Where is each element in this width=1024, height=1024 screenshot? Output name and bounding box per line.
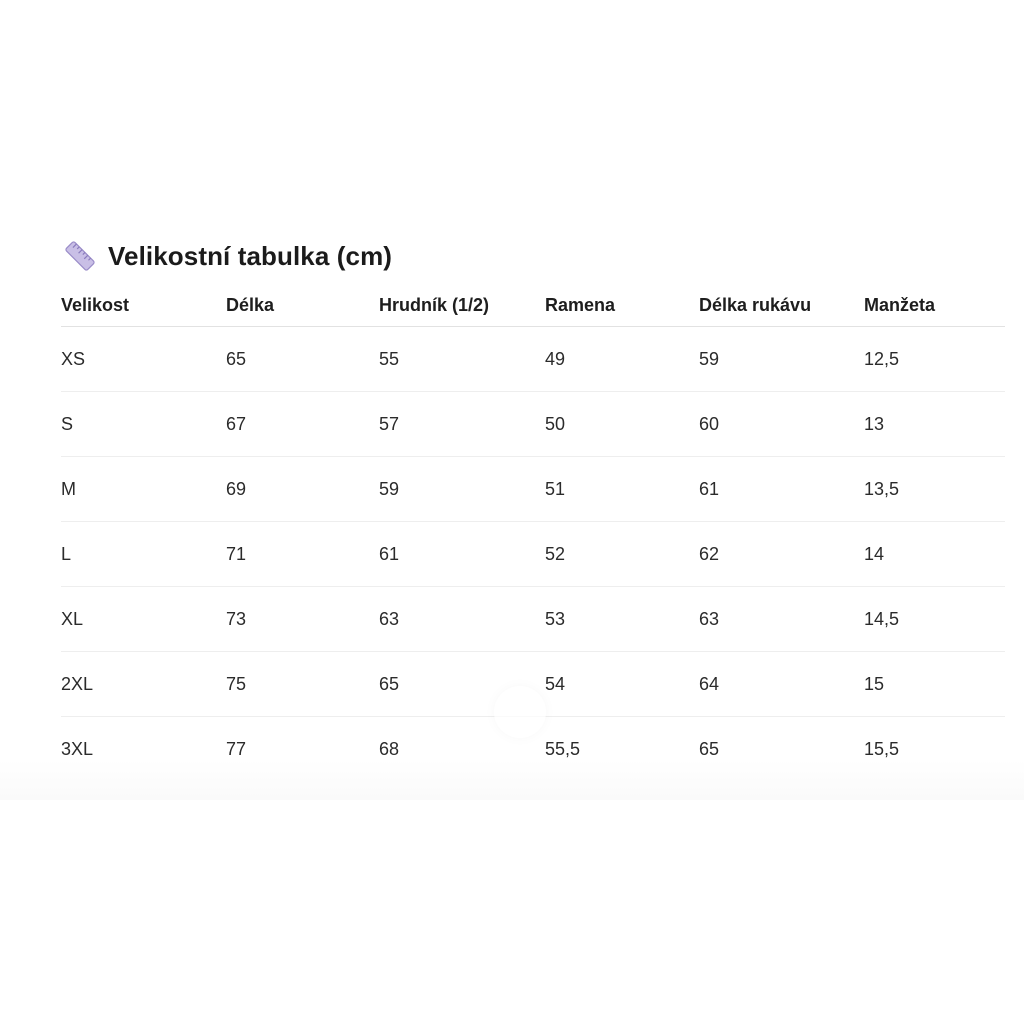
header-size: Velikost — [61, 295, 130, 315]
cell-cuff: 14,5 — [864, 609, 900, 629]
cell-cuff: 13 — [864, 414, 885, 434]
cell-cuff: 15,5 — [864, 739, 900, 759]
cell-cuff: 13,5 — [864, 479, 900, 499]
cell-length: 67 — [226, 414, 247, 434]
header-cuff: Manžeta — [864, 295, 936, 315]
cell-length: 77 — [226, 739, 247, 759]
cell-chest: 57 — [379, 414, 400, 434]
cell-length: 75 — [226, 674, 247, 694]
table-row — [61, 522, 1005, 587]
cell-shoulders: 51 — [545, 479, 566, 499]
cell-cuff: 15 — [864, 674, 885, 694]
cell-size: L — [61, 544, 72, 564]
cell-shoulders: 53 — [545, 609, 566, 629]
cell-size: 3XL — [61, 739, 94, 759]
cell-chest: 65 — [379, 674, 400, 694]
cell-size: S — [61, 414, 74, 434]
cell-size: XS — [61, 349, 86, 369]
cell-sleeve-length: 61 — [699, 479, 720, 499]
cell-shoulders: 55,5 — [545, 739, 581, 759]
ruler-icon — [62, 238, 98, 274]
cell-size: XL — [61, 609, 84, 629]
faint-overlay-circle — [494, 686, 546, 738]
table-row — [61, 587, 1005, 652]
cell-sleeve-length: 60 — [699, 414, 720, 434]
cell-chest: 61 — [379, 544, 400, 564]
table-row — [61, 327, 1005, 392]
page-title: Velikostní tabulka (cm) — [108, 240, 393, 271]
cell-chest: 59 — [379, 479, 400, 499]
cell-cuff: 12,5 — [864, 349, 900, 369]
cell-chest: 63 — [379, 609, 400, 629]
cell-sleeve-length: 62 — [699, 544, 720, 564]
cell-size: M — [61, 479, 76, 499]
cell-length: 73 — [226, 609, 247, 629]
cell-shoulders: 54 — [545, 674, 566, 694]
header-shoulders: Ramena — [545, 295, 616, 315]
title-row — [62, 236, 392, 276]
cell-size: 2XL — [61, 674, 94, 694]
header-chest: Hrudník (1/2) — [379, 295, 490, 315]
cell-shoulders: 50 — [545, 414, 566, 434]
cell-sleeve-length: 65 — [699, 739, 720, 759]
cell-length: 65 — [226, 349, 247, 369]
table-row — [61, 457, 1005, 522]
cell-sleeve-length: 63 — [699, 609, 720, 629]
table-row — [61, 392, 1005, 457]
cell-chest: 55 — [379, 349, 400, 369]
table-header-row — [61, 284, 1005, 327]
cell-chest: 68 — [379, 739, 400, 759]
cell-length: 69 — [226, 479, 247, 499]
cell-sleeve-length: 59 — [699, 349, 720, 369]
header-length: Délka — [226, 295, 275, 315]
cell-sleeve-length: 64 — [699, 674, 720, 694]
cell-shoulders: 52 — [545, 544, 566, 564]
cell-cuff: 14 — [864, 544, 885, 564]
cell-length: 71 — [226, 544, 247, 564]
cell-shoulders: 49 — [545, 349, 566, 369]
header-sleeve-length: Délka rukávu — [699, 295, 812, 315]
